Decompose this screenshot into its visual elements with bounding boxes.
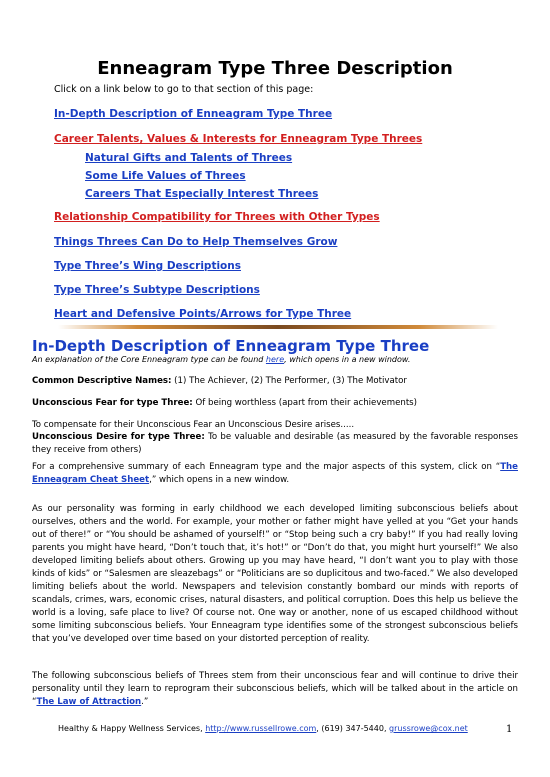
summary-paragraph: For a comprehensive summary of each Enneagram type and the major aspects of this system, click on “The Enneagram Cheat Sheet,” which opens in a new window. [32,462,518,485]
law-of-attraction-link[interactable]: The Law of Attraction [36,697,142,707]
page-number: 1 [506,724,513,735]
unconscious-fear: Unconscious Fear for type Three: Of being worthless (apart from their achievements) [32,398,418,408]
toc-link-values[interactable]: Some Life Values of Threes [85,170,246,182]
common-names: Common Descriptive Names: (1) The Achiever, (2) The Performer, (3) The Motivator [32,376,407,386]
body-paragraph: As our personality was forming in early childhood we each developed limiting subconscious beliefs about ourselves, others and the world. For example, your mother or father might have yelled at you “Get your hands out of there!” or “You should be ashamed of yourself!” or “Stop being such a cry baby!” If you had really loving parents you might have heard, “Don’t touch that, it’s hot!” or “Don’t do that, you might hurt yourself!” We also developed limiting beliefs about others. Growing up you may have heard, “I don’t want you to play with those kinds of kids” or “Salesmen are sleazebags” or “Politicians are so duplicitous and two-faced.” We also developed limiting beliefs about the world. Newspapers and television constantly bombard our minds with reports of scandals, crimes, wars, economic crises, natural disasters, and political corruption. Does this help us believe the world is a loving, safe place to live? Of course not. One way or another, none of us escaped childhood without some limiting subconscious beliefs. Your Enneagram type identifies some of the strongest subconscious beliefs that you’ve developed over time based on your distorted perception of reality. [32,504,518,644]
section-divider [58,325,498,329]
toc-link-careers[interactable]: Careers That Especially Interest Threes [85,188,319,200]
intro-text: Click on a link below to go to that section of this page: [54,84,314,95]
toc-link-gifts[interactable]: Natural Gifts and Talents of Threes [85,152,293,164]
toc-link-relationship[interactable]: Relationship Compatibility for Threes with Other Types [54,211,380,223]
footer-website-link[interactable]: http://www.russellrowe.com [205,724,317,733]
toc-link-wings[interactable]: Type Three’s Wing Descriptions [54,260,241,272]
toc-link-career[interactable]: Career Talents, Values & Interests for Enneagram Type Threes [54,133,423,145]
page-title: Enneagram Type Three Description [97,58,453,79]
section-heading: In-Depth Description of Enneagram Type Three [32,337,430,355]
page-footer: Healthy & Happy Wellness Services, http://www.russellrowe.com, (619) 347-5440, grussrowe@cox.net [58,724,468,733]
toc-link-arrows[interactable]: Heart and Defensive Points/Arrows for Type Three [54,308,352,320]
unconscious-desire: Unconscious Desire for type Three: To be valuable and desirable (as measured by the favorable responses they receive from others) [32,432,518,455]
final-paragraph: The following subconscious beliefs of Threes stem from their unconscious fear and will continue to drive their personality until they learn to reprogram their subconscious beliefs, which will be talked about in the article on “The Law of Attraction.” [32,671,518,707]
toc-link-in-depth[interactable]: In-Depth Description of Enneagram Type Three [54,108,333,120]
section-subtitle: An explanation of the Core Enneagram type can be found here, which opens in a new window. [32,355,411,364]
toc-link-subtypes[interactable]: Type Three’s Subtype Descriptions [54,284,260,296]
footer-email-link[interactable]: grussrowe@cox.net [389,724,468,733]
toc-link-grow[interactable]: Things Threes Can Do to Help Themselves Grow [54,236,338,248]
cheat-sheet-link[interactable]: The Enneagram Cheat Sheet [32,462,518,485]
compensate-text: To compensate for their Unconscious Fear an Unconscious Desire arises..... [32,420,355,430]
here-link[interactable]: here [265,355,285,364]
